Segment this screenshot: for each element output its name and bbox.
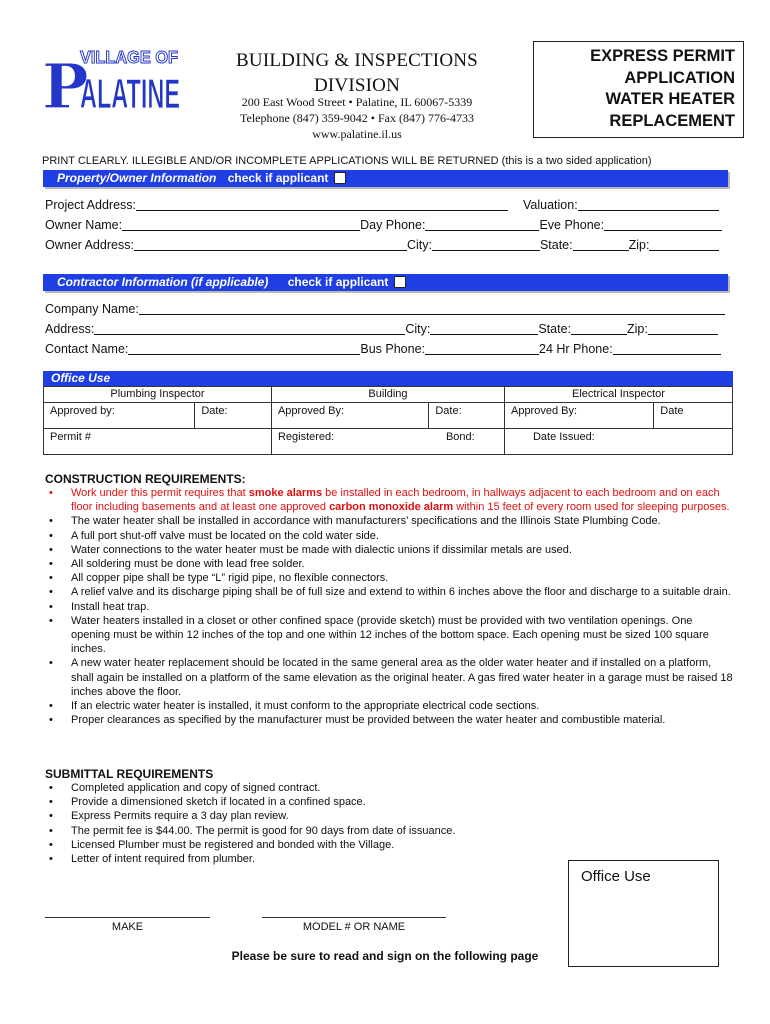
- division-line-1: BUILDING & INSPECTIONS: [236, 50, 478, 71]
- submittal-heading: SUBMITTAL REQUIREMENTS: [45, 767, 214, 781]
- company-name-row: [45, 300, 725, 318]
- smoke-alarms-emphasis: smoke alarms: [248, 487, 323, 499]
- owner-check-label: check if applicant: [227, 171, 329, 185]
- bus-phone-field[interactable]: [425, 341, 539, 355]
- logo-letter-p: P: [42, 50, 89, 123]
- division-address: [222, 94, 492, 142]
- co-alarm-emphasis: carbon monoxide alarm: [329, 501, 454, 514]
- phone-24hr-field[interactable]: [613, 341, 721, 355]
- express-line: WATER HEATER: [605, 90, 735, 108]
- owner-state-field[interactable]: [573, 237, 629, 251]
- list-item: • If an electric water heater is installed, it must conform to the appropriate electrical code sections.: [45, 699, 733, 713]
- logo-palatine: ALATINE: [80, 70, 180, 117]
- make-field[interactable]: MAKE: [45, 917, 210, 933]
- express-line: REPLACEMENT: [609, 111, 735, 130]
- list-item: • The water heater shall be installed in accordance with manufacturers’ specifications and the Illinois State Plumbing Code.: [45, 514, 733, 528]
- valuation-row: [523, 196, 719, 214]
- contractor-address-row: [45, 320, 718, 338]
- contact-name-row: [45, 340, 721, 358]
- submittal-list: [45, 781, 733, 866]
- owner-section-title: Property/Owner Information: [57, 171, 217, 185]
- contractor-zip-field[interactable]: [648, 321, 718, 335]
- plumbing-inspector-header: Plumbing Inspector: [44, 387, 272, 403]
- owner-city-field[interactable]: [432, 237, 540, 251]
- contact-name-label: Contact Name:: [45, 342, 129, 356]
- owner-address-row: [45, 236, 719, 254]
- contractor-section-bar: [43, 274, 728, 291]
- phone-24hr-label: 24 Hr Phone:: [539, 342, 613, 356]
- plumbing-date[interactable]: Date:: [195, 403, 272, 429]
- contractor-applicant-checkbox[interactable]: [394, 276, 406, 288]
- eve-phone-field[interactable]: [604, 217, 722, 231]
- owner-section-bar: [43, 170, 728, 187]
- construction-heading: CONSTRUCTION REQUIREMENTS:: [45, 472, 246, 486]
- owner-city-label: City:: [406, 238, 432, 252]
- smoke-text-pre: Work under this permit requires that: [71, 487, 249, 499]
- owner-zip-field[interactable]: [649, 237, 719, 251]
- list-item: • Provide a dimensioned sketch if located in a confined space.: [45, 795, 733, 809]
- list-item: • Express Permits require a 3 day plan review.: [45, 809, 733, 823]
- smoke-alarm-item: [45, 486, 733, 514]
- express-permit-box: [533, 41, 744, 138]
- list-item: • A relief valve and its discharge piping shall be of full size and extend to within 6 inches above the floor and discharge to a suitable drain.: [45, 585, 733, 599]
- project-address-row: [45, 196, 508, 214]
- valuation-label: Valuation:: [523, 198, 578, 212]
- list-item: • The permit fee is $44.00. The permit is good for 90 days from date of issuance.: [45, 824, 733, 838]
- contractor-check-label: check if applicant: [287, 275, 389, 289]
- electrical-date[interactable]: Date: [654, 403, 733, 429]
- owner-applicant-checkbox[interactable]: [334, 172, 346, 184]
- electrical-inspector-header: Electrical Inspector: [504, 387, 732, 403]
- list-item: • A new water heater replacement should be located in the same general area as the older water heater and if installed on a platform, shall again be installed on a platform of the same elevation as the original heater. A gas fired water heater in a garage must be raised 18 inches above the floor.: [45, 656, 733, 699]
- village-logo: [40, 44, 182, 123]
- list-item: • Water connections to the water heater must be made with dialectic unions if dissimilar metals are used.: [45, 543, 733, 557]
- submittal-requirements: [45, 767, 733, 866]
- model-field[interactable]: MODEL # OR NAME: [262, 917, 446, 933]
- contractor-city-label: City:: [405, 322, 431, 336]
- office-use-table: [43, 386, 733, 455]
- office-use-box[interactable]: Office Use: [568, 860, 719, 967]
- division-line-2: DIVISION: [313, 75, 401, 96]
- construction-requirements: [45, 472, 733, 727]
- office-use-header: Office Use: [43, 371, 733, 386]
- logo-village-of: VILLAGE OF: [80, 47, 179, 67]
- eve-phone-label: Eve Phone:: [539, 218, 605, 232]
- list-item: • A full port shut-off valve must be located on the cold water side.: [45, 529, 733, 543]
- permit-number[interactable]: Permit #: [44, 429, 272, 455]
- bus-phone-label: Bus Phone:: [360, 342, 426, 356]
- contractor-zip-label: Zip:: [627, 322, 648, 336]
- express-line: APPLICATION: [624, 68, 735, 87]
- contractor-city-field[interactable]: [430, 321, 538, 335]
- list-item: • Water heaters installed in a closet or other confined space (provide sketch) must be provided with two ventilation openings. One opening must be within 12 inches of the top and one within 12 inches of the bottom space. Each opening must be sized 100 square inches.: [45, 614, 733, 657]
- express-line: EXPRESS PERMIT: [590, 47, 735, 65]
- smoke-text-mid: be installed in each bedroom, in hallways adjacent to each bedroom and on each floor including basements and at least one approved: [71, 487, 720, 514]
- office-use-panel: [43, 371, 733, 455]
- print-clearly-notice: PRINT CLEARLY. ILLEGIBLE AND/OR INCOMPLETE APPLICATIONS WILL BE RETURNED (this is a two sided application): [42, 155, 652, 167]
- list-item: • Letter of intent required from plumber.: [45, 852, 733, 866]
- building-date[interactable]: Date:: [429, 403, 505, 429]
- list-item: • Install heat trap.: [45, 600, 733, 614]
- phone-fax: Telephone (847) 359-9042 • Fax (847) 776-4733: [240, 111, 474, 125]
- owner-state-label: State:: [539, 238, 573, 252]
- contractor-section-title: Contractor Information (if applicable): [57, 275, 269, 289]
- owner-name-label: Owner Name:: [45, 218, 123, 232]
- registered-field[interactable]: Registered:: [277, 431, 335, 443]
- contractor-state-label: State:: [538, 322, 572, 336]
- day-phone-label: Day Phone:: [360, 218, 426, 232]
- contractor-state-field[interactable]: [571, 321, 627, 335]
- owner-name-field[interactable]: [122, 217, 360, 231]
- date-issued[interactable]: Date Issued:: [504, 429, 732, 455]
- building-approved-by[interactable]: Approved By:: [271, 403, 428, 429]
- company-name-label: Company Name:: [45, 302, 139, 316]
- bond-field[interactable]: Bond:: [445, 431, 475, 443]
- owner-address-label: Owner Address:: [45, 238, 134, 252]
- list-item: • Proper clearances as specified by the manufacturer must be provided between the water heater and combustible material.: [45, 713, 733, 727]
- day-phone-field[interactable]: [425, 217, 539, 231]
- sign-following-page-note: Please be sure to read and sign on the following page: [231, 949, 539, 963]
- owner-name-row: [45, 216, 722, 234]
- contact-name-field[interactable]: [128, 341, 360, 355]
- plumbing-approved-by[interactable]: Approved by:: [44, 403, 195, 429]
- owner-address-field[interactable]: [134, 237, 407, 251]
- list-item: • Licensed Plumber must be registered and bonded with the Village.: [45, 838, 733, 852]
- contractor-address-field[interactable]: [94, 321, 405, 335]
- list-item: • Completed application and copy of signed contract.: [45, 781, 733, 795]
- smoke-text-post: within 15 feet of every room used for sleeping purposes.: [453, 501, 730, 514]
- project-address-label: Project Address:: [45, 198, 137, 212]
- division-title: [222, 48, 492, 98]
- contractor-address-label: Address:: [45, 322, 95, 336]
- building-header: Building: [271, 387, 504, 403]
- registered-bond-cell: [271, 429, 504, 455]
- construction-list: [45, 486, 733, 727]
- website-link[interactable]: www.palatine.il.us: [312, 127, 402, 141]
- company-name-field[interactable]: [139, 301, 725, 315]
- list-item: • All copper pipe shall be type “L” rigid pipe, no flexible connectors.: [45, 571, 733, 585]
- list-item: • All soldering must be done with lead free solder.: [45, 557, 733, 571]
- valuation-field[interactable]: [578, 197, 719, 211]
- street-address: 200 East Wood Street • Palatine, IL 60067-5339: [241, 95, 473, 109]
- electrical-approved-by[interactable]: Approved By:: [504, 403, 653, 429]
- project-address-field[interactable]: [136, 197, 508, 211]
- owner-zip-label: Zip:: [628, 238, 650, 252]
